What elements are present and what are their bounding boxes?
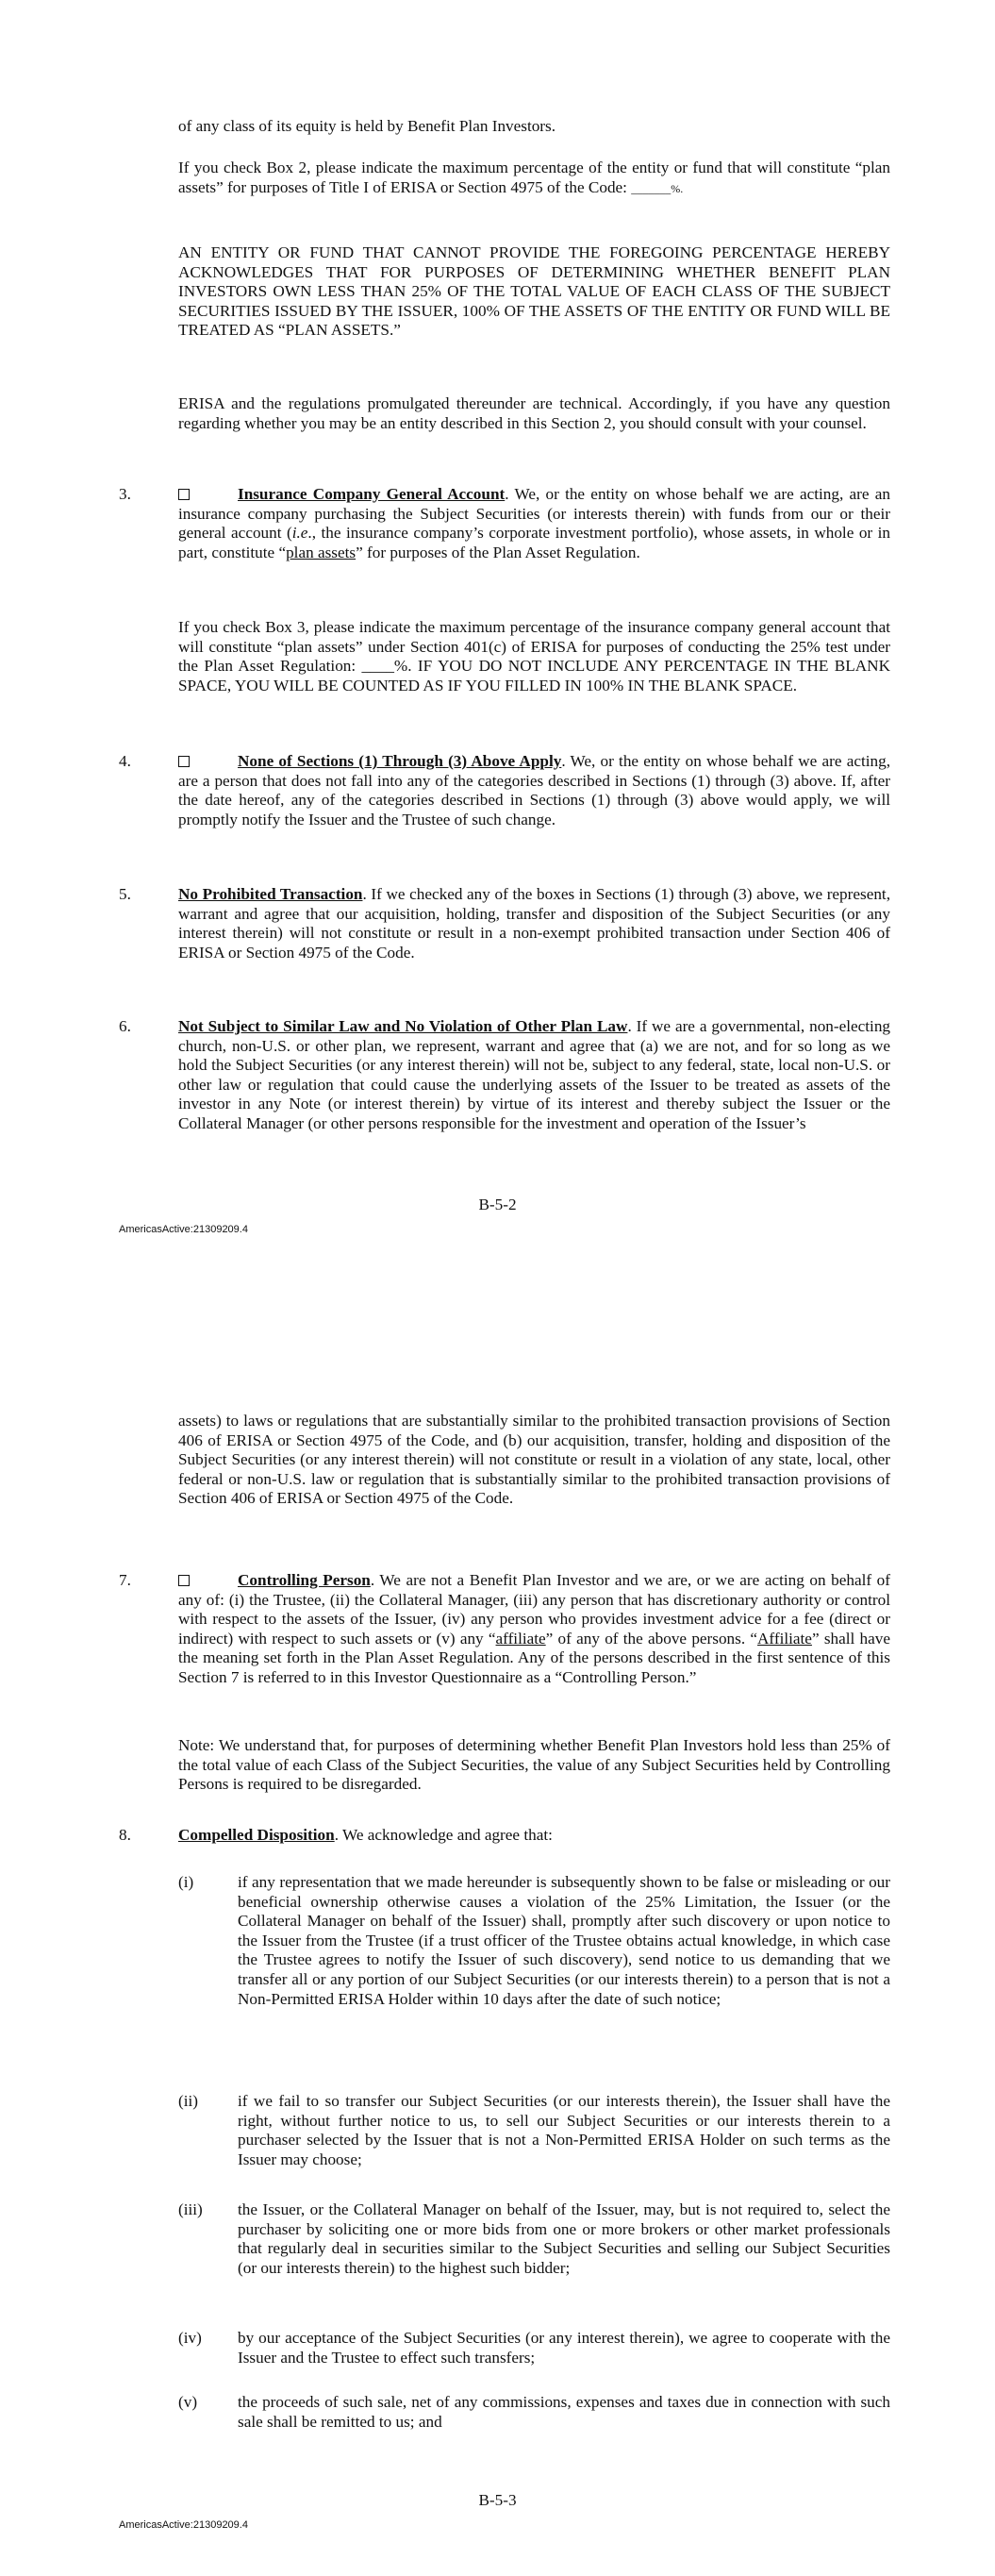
section-7-heading: Controlling Person bbox=[238, 1571, 371, 1589]
caps-acknowledgement: AN ENTITY OR FUND THAT CANNOT PROVIDE THE FOREGOING PERCENTAGE HEREBY ACKNOWLEDGES THAT FOR PURPOSES OF DETERMINING WHETHER BENEFIT PLAN INVESTORS OWN LESS THAN 25% OF THE TOTAL VALUE OF EACH CLASS OF THE SUBJECT SECURITIES ISSUED BY THE ISSUER, 100% OF THE ASSETS OF THE ENTITY OR FUND WILL BE TREATED AS “PLAN ASSETS.” bbox=[178, 243, 890, 340]
page-b-5-3 bbox=[0, 1241, 995, 2576]
section-5-text bbox=[178, 885, 890, 962]
section-8-heading: Compelled Disposition bbox=[178, 1826, 335, 1844]
section-7-body-c: ” shall have the meaning set forth in the Plan Asset Regulation. Any of the persons described in the first sentence of this Section 7 is referred to in this Investor Questionnaire as a “Controlling Person.” bbox=[178, 1629, 890, 1686]
item-iv-label: (iv) bbox=[178, 2329, 202, 2347]
section-3-heading: Insurance Company General Account bbox=[238, 485, 506, 503]
erisa-paragraph: ERISA and the regulations promulgated thereunder are technical. Accordingly, if you have any question regarding whether you may be an entity described in this Section 2, you should consult with your counsel. bbox=[178, 394, 890, 432]
intro-line: of any class of its equity is held by Benefit Plan Investors. bbox=[178, 117, 556, 135]
page-number: B-5-2 bbox=[478, 1196, 517, 1213]
section-3-body-c: ” for purposes of the Plan Asset Regulation. bbox=[356, 543, 640, 561]
section-7-affiliate: affiliate bbox=[495, 1629, 546, 1648]
box2-instruction-text: If you check Box 2, please indicate the maximum percentage of the entity or fund that will constitute “plan assets” for purposes of Title I of ERISA or Section 4975 of the Code: bbox=[178, 159, 890, 196]
item-v-text: the proceeds of such sale, net of any commissions, expenses and taxes due in connection with such sale shall be remitted to us; and bbox=[238, 2393, 890, 2431]
item-i-label: (i) bbox=[178, 1873, 194, 1891]
section-5-heading: No Prohibited Transaction bbox=[178, 885, 363, 903]
section-4-heading: None of Sections (1) Through (3) Above Apply bbox=[238, 752, 562, 770]
section-7-note: Note: We understand that, for purposes of determining whether Benefit Plan Investors hold less than 25% of the total value of each Class of the Subject Securities, the value of any Subject Securities held by Controlling Persons is required to be disregarded. bbox=[178, 1736, 890, 1794]
section-3-number: 3. bbox=[119, 485, 131, 503]
section-5-body: . If we checked any of the boxes in Sections (1) through (3) above, we represent, warrant and agree that our acquisition, holding, transfer and disposition of the Subject Securities (or any interest therein) will not constitute or result in a non-exempt prohibited transaction under Section 406 of ERISA or Section 4975 of the Code. bbox=[178, 885, 890, 962]
section-8-body: . We acknowledge and agree that: bbox=[334, 1826, 553, 1844]
section-6-number: 6. bbox=[119, 1017, 131, 1035]
item-v-label: (v) bbox=[178, 2393, 198, 2411]
document-id: AmericasActive:21309209.4 bbox=[119, 1224, 248, 1235]
section-6-heading: Not Subject to Similar Law and No Violation of Other Plan Law bbox=[178, 1017, 628, 1035]
item-ii-label: (ii) bbox=[178, 2092, 198, 2110]
section-4-body: . We, or the entity on whose behalf we are acting, are a person that does not fall into any of the categories described in Sections (1) through (3) above. If, after the date hereof, any of the categories described in Sections (1) through (3) above would apply, we will promptly notify the Issuer and the Trustee of such change. bbox=[178, 752, 891, 828]
section-6-body: . If we are a governmental, non-electing church, non-U.S. or other plan, we represent, warrant and agree that (a) we are not, and for so long as we hold the Subject Securities (or any interest therein) will not be, subject to any federal, state, local non-U.S. or other law or regulation that could cause the underlying assets of the Issuer to be treated as assets of the investor in any Note (or interest therein) by virtue of its interest and thereby subject the Issuer or the Collateral Manager (or other persons responsible for the investment and operation of the Issuer’s bbox=[178, 1017, 891, 1132]
section-6-continuation: assets) to laws or regulations that are substantially similar to the prohibited transaction provisions of Section 406 of ERISA or Section 4975 of the Code, and (b) our acquisition, transfer, holding and disposition of the Subject Securities (or any interest therein) will not constitute or result in a violation of any state, local, other federal or non-U.S. law or regulation that is substantially similar to the prohibited transaction provisions of Section 406 of ERISA or Section 4975 of the Code. bbox=[178, 1412, 890, 1508]
section-7-number: 7. bbox=[119, 1571, 131, 1589]
section-8-intro bbox=[178, 1826, 890, 1846]
item-iii-text: the Issuer, or the Collateral Manager on behalf of the Issuer, may, but is not required to, select the purchaser by soliciting one or more bids from one or more brokers or other market professionals that regularly deal in securities similar to the Subject Securities and selling our Subject Securities (or our interests therein) to the highest such bidder; bbox=[238, 2200, 890, 2277]
section-7-text bbox=[178, 1571, 890, 1688]
section-3-body-b: ., the insurance company’s corporate investment portfolio), whose assets, in whole or in part, constitute “ bbox=[178, 524, 890, 561]
section-5-number: 5. bbox=[119, 885, 131, 903]
page-b-5-2 bbox=[0, 0, 995, 1241]
section-4-number: 4. bbox=[119, 752, 131, 770]
item-ii-text: if we fail to so transfer our Subject Securities (or our interests therein), the Issuer shall have the right, without further notice to us, to sell our Subject Securities or our interests therein to a purchaser selected by the Issuer that is not a Non-Permitted ERISA Holder on such terms as the Issuer may choose; bbox=[238, 2092, 890, 2168]
box2-instruction bbox=[178, 159, 890, 198]
section-3-text bbox=[178, 485, 890, 562]
item-iv-text: by our acceptance of the Subject Securities (or any interest therein), we agree to cooperate with the Issuer and the Trustee to effect such transfers; bbox=[238, 2329, 890, 2367]
section-8-number: 8. bbox=[119, 1826, 131, 1844]
item-iii-label: (iii) bbox=[178, 2200, 203, 2218]
section-3-box3-instruction: If you check Box 3, please indicate the maximum percentage of the insurance company general account that will constitute “plan assets” under Section 401(c) of ERISA for purposes of conducting the 25% test under the Plan Asset Regulation: ____%. IF YOU DO NOT INCLUDE ANY PERCENTAGE IN THE BLANK SPACE, YOU WILL BE COUNTED AS IF YOU FILLED IN 100% IN THE BLANK SPACE. bbox=[178, 618, 890, 694]
section-7-affiliate-cap: Affiliate bbox=[757, 1629, 812, 1648]
section-3-ie: i.e bbox=[291, 524, 308, 543]
section-4-text bbox=[178, 752, 890, 829]
page-number: B-5-3 bbox=[478, 2491, 517, 2509]
section-3-plan-assets: plan assets bbox=[286, 543, 357, 561]
item-i-text: if any representation that we made hereunder is subsequently shown to be false or misleading or our beneficial ownership otherwise causes a violation of the 25% Limitation, the Issuer (or the Collateral Manager on behalf of the Issuer) shall, promptly after such discovery or upon notice to the Issuer from the Trustee (if a trust officer of the Trustee obtains actual knowledge, in which case the Trustee agrees to notify the Issuer of such discovery), send notice to us demanding that we transfer all or any portion of our Subject Securities (or our interests therein) to a person that is not a Non-Permitted ERISA Holder within 10 days after the date of such notice; bbox=[238, 1873, 890, 2008]
section-7-body-b: ” of any of the above persons. “ bbox=[545, 1629, 758, 1648]
box2-percentage-blank: _______%. bbox=[631, 181, 684, 195]
section-3-body-a: . We, or the entity on whose behalf we are acting, are an insurance company purchasing the Subject Securities (or interests therein) with funds from our or their general account ( bbox=[178, 485, 890, 543]
section-7-body-a: . We are not a Benefit Plan Investor and we are, or we are acting on behalf of any of: (i) the Trustee, (ii) the Collateral Manager, (iii) any person that has discretionary authority or control with respect to the assets of the Issuer, (iv) any person who provides investment advice for a fee (direct or indirect) with respect to such assets or (v) any “ bbox=[178, 1571, 891, 1648]
document-id: AmericasActive:21309209.4 bbox=[119, 2519, 248, 2531]
section-6-text bbox=[178, 1017, 890, 1134]
